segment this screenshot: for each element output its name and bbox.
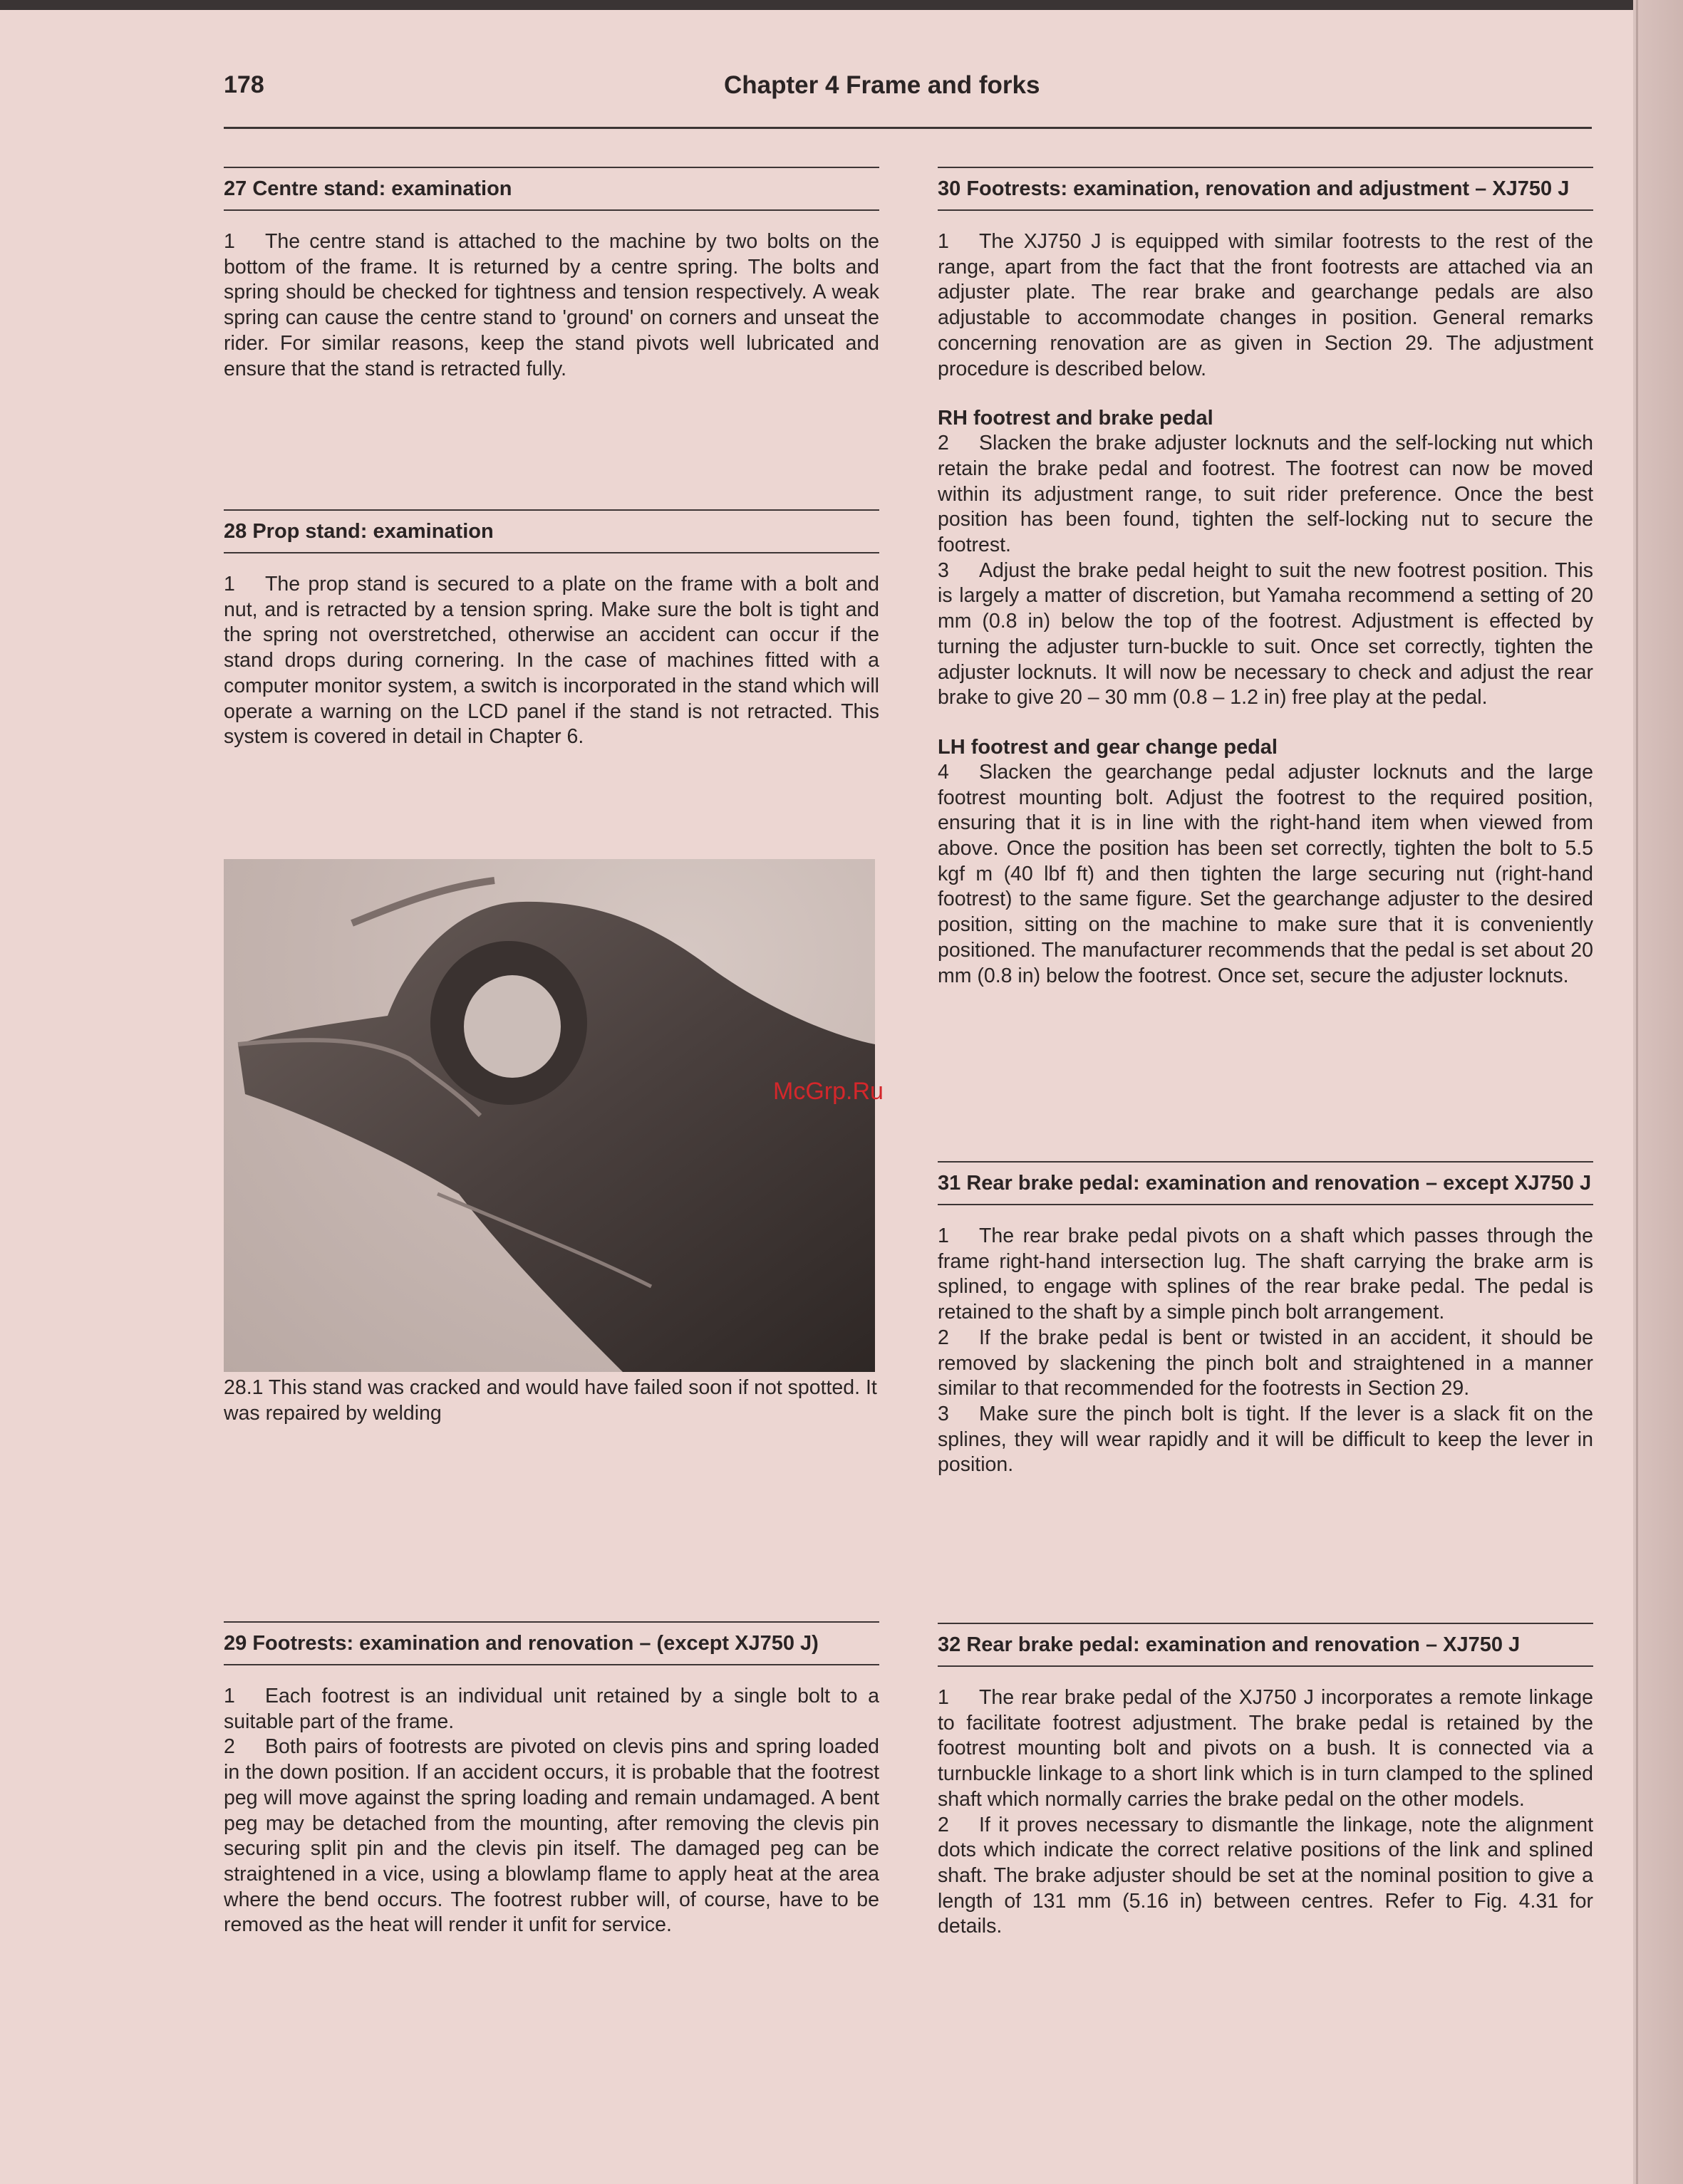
paragraph [938, 431, 1593, 558]
paragraph [938, 1685, 1593, 1813]
subheading: LH footrest and gear change pedal [938, 735, 1278, 759]
paragraph [938, 229, 1593, 382]
paragraph-number: 3 [938, 1402, 949, 1425]
section-rule [938, 1204, 1593, 1205]
section-31 [938, 1161, 1593, 1478]
section-27 [224, 167, 879, 382]
section-rule [224, 209, 879, 211]
paragraph-number: 2 [938, 432, 949, 455]
paragraph [224, 1735, 879, 1938]
paragraph-text: The centre stand is attached to the machine by two bolts on the bottom of the frame. It is returned by a centre spring. The bolts and spring should be checked for tightness and tension respectively. A weak spring can cause the centre stand to 'ground' on corners and unseat the rider. For similar reasons, keep the stand pivots well lubricated and ensure that the stand is retracted fully. [224, 230, 879, 380]
section-title: 30 Footrests: examination, renovation and adjustment – XJ750 J [938, 177, 1570, 200]
watermark-link[interactable]: McGrp.Ru [773, 1078, 884, 1105]
paragraph [224, 1684, 879, 1735]
paragraph [938, 1326, 1593, 1402]
section-rule [224, 167, 879, 168]
cracked-stand-illustration [224, 859, 875, 1372]
paragraph-text: The rear brake pedal pivots on a shaft which passes through the frame right-hand intersection lug. The shaft carrying the brake arm is splined, to engage with splines of the rear brake pedal. The pedal is retained to the shaft by a simple pinch bolt arrangement. [938, 1224, 1593, 1324]
paragraph [224, 572, 879, 750]
paragraph [938, 760, 1593, 989]
paragraph-text: Each footrest is an individual unit retained by a single bolt to a suitable part of the frame. [224, 1685, 879, 1733]
paragraph [224, 229, 879, 382]
section-29 [224, 1621, 879, 1938]
section-rule [938, 209, 1593, 211]
paragraph-text: Make sure the pinch bolt is tight. If the lever is a slack fit on the splines, they will wear rapidly and it will be difficult to keep the lever in position. [938, 1402, 1593, 1477]
chapter-title: Chapter 4 Frame and forks [724, 71, 1040, 99]
section-title: 29 Footrests: examination and renovation – (except XJ750 J) [224, 1632, 819, 1655]
section-title: 31 Rear brake pedal: examination and renovation – except XJ750 J [938, 1172, 1592, 1195]
section-32 [938, 1623, 1593, 1940]
stand-photo [224, 859, 875, 1372]
paragraph-number: 1 [938, 1686, 949, 1709]
paragraph-text: The rear brake pedal of the XJ750 J incorporates a remote linkage to facilitate footrest adjustment. The brake pedal is retained by the footrest mounting bolt and pivots on a bush. It is connected via a turnbuckle linkage to a short link which is in turn clamped to the splined shaft which normally carries the brake pedal on the other models. [938, 1686, 1593, 1811]
page-number: 178 [224, 71, 264, 98]
section-title: 32 Rear brake pedal: examination and renovation – XJ750 J [938, 1633, 1521, 1656]
paragraph-number: 1 [938, 230, 949, 253]
page-edge-shadow [1633, 0, 1683, 2184]
paragraph-number: 1 [224, 230, 235, 253]
section-rule [938, 1623, 1593, 1624]
figure-caption: 28.1 This stand was cracked and would have failed soon if not spotted. It was repaired by welding [224, 1376, 877, 1425]
paragraph-number: 2 [224, 1735, 235, 1759]
paragraph-text: If it proves necessary to dismantle the linkage, note the alignment dots which indicate the correct relative positions of the link and splined shaft. The brake adjuster should be set at the nominal position to give a length of 131 mm (5.16 in) between centres. Refer to Fig. 4.31 for details. [938, 1813, 1593, 1938]
page-gutter-line [1636, 0, 1638, 2184]
section-rule [938, 167, 1593, 168]
page-header [224, 71, 1592, 105]
paragraph-number: 3 [938, 558, 949, 582]
paragraph-text: The prop stand is secured to a plate on the frame with a bolt and nut, and is retracted by a tension spring. Make sure the bolt is tight and the spring not overstretched, otherwise an accident can occur if the stand drops during cornering. In the case of machines fitted with a computer monitor system, a switch is incorporated in the stand which will operate a warning on the LCD panel if the stand is not retracted. This system is covered in detail in Chapter 6. [224, 573, 879, 749]
paragraph-number: 1 [938, 1224, 949, 1247]
paragraph [938, 1224, 1593, 1326]
subheading: RH footrest and brake pedal [938, 407, 1213, 430]
section-rule [224, 1621, 879, 1623]
paragraph-text: Both pairs of footrests are pivoted on clevis pins and spring loaded in the down position. If an accident occurs, it is probable that the footrest peg will move against the spring loading and remain undamaged. A bent peg may be detached from the mounting, after removing the clevis pin securing split pin and the clevis pin itself. The damaged peg can be straightened in a vice, using a blowlamp flame to apply heat at the area where the bend occurs. The footrest rubber will, of course, have to be removed as the heat will render it unfit for service. [224, 1735, 879, 1937]
paragraph-number: 1 [224, 1685, 235, 1707]
paragraph-number: 2 [938, 1813, 949, 1836]
section-title: 27 Centre stand: examination [224, 177, 512, 200]
section-rule [224, 552, 879, 553]
paragraph-text: The XJ750 J is equipped with similar footrests to the rest of the range, apart from the fact that the front footrests are attached via an adjuster plate. The rear brake and gearchange pedals are also adjustable to accommodate changes in position. General remarks concerning renovation are as given in Section 29. The adjustment procedure is described below. [938, 230, 1593, 380]
paragraph [938, 558, 1593, 711]
paragraph-text: Slacken the brake adjuster locknuts and the self-locking nut which retain the brake pedal and footrest. The footrest can now be moved within its adjustment range, to suit rider preference. Once the best position has been found, tighten the self-locking nut to secure the footrest. [938, 432, 1593, 557]
paragraph-number: 2 [938, 1326, 949, 1349]
section-rule [224, 1664, 879, 1665]
paragraph-number: 4 [938, 760, 949, 784]
section-title: 28 Prop stand: examination [224, 520, 494, 543]
scan-top-edge [0, 0, 1683, 10]
paragraph [938, 1813, 1593, 1940]
section-30 [938, 167, 1593, 989]
section-rule [938, 1161, 1593, 1163]
paragraph-text: Adjust the brake pedal height to suit the new footrest position. This is largely a matter of discretion, but Yamaha recommend a setting of 20 mm (0.8 in) below the top of the footrest. Adjustment is effected by turning the adjuster turn-buckle to suit. Once set correctly, tighten the adjuster locknuts. It will now be necessary to check and adjust the rear brake to give 20 – 30 mm (0.8 – 1.2 in) free play at the pedal. [938, 558, 1593, 709]
paragraph-text: Slacken the gearchange pedal adjuster locknuts and the large footrest mounting bolt. Adjust the footrest to the required position, ensuring that it is in line with the right-hand item when viewed from above. Once the position has been set correctly, tighten the bolt to 5.5 kgf m (40 lbf ft) and then tighten the large securing nut (right-hand footrest) to the same figure. Set the gearchange adjuster to the desired position, sitting on the machine to make sure that it is conveniently positioned. The manufacturer recommends that the pedal is set about 20 mm (0.8 in) below the footrest. Once set, secure the adjuster locknuts. [938, 760, 1593, 987]
section-28 [224, 509, 879, 750]
paragraph-text: If the brake pedal is bent or twisted in an accident, it should be removed by slackening the pinch bolt and straightened in a manner similar to that recommended for the footrests in Section 29. [938, 1326, 1593, 1400]
header-rule [224, 127, 1592, 129]
paragraph [938, 1402, 1593, 1478]
section-rule [938, 1665, 1593, 1667]
section-rule [224, 509, 879, 511]
paragraph-number: 1 [224, 573, 235, 596]
